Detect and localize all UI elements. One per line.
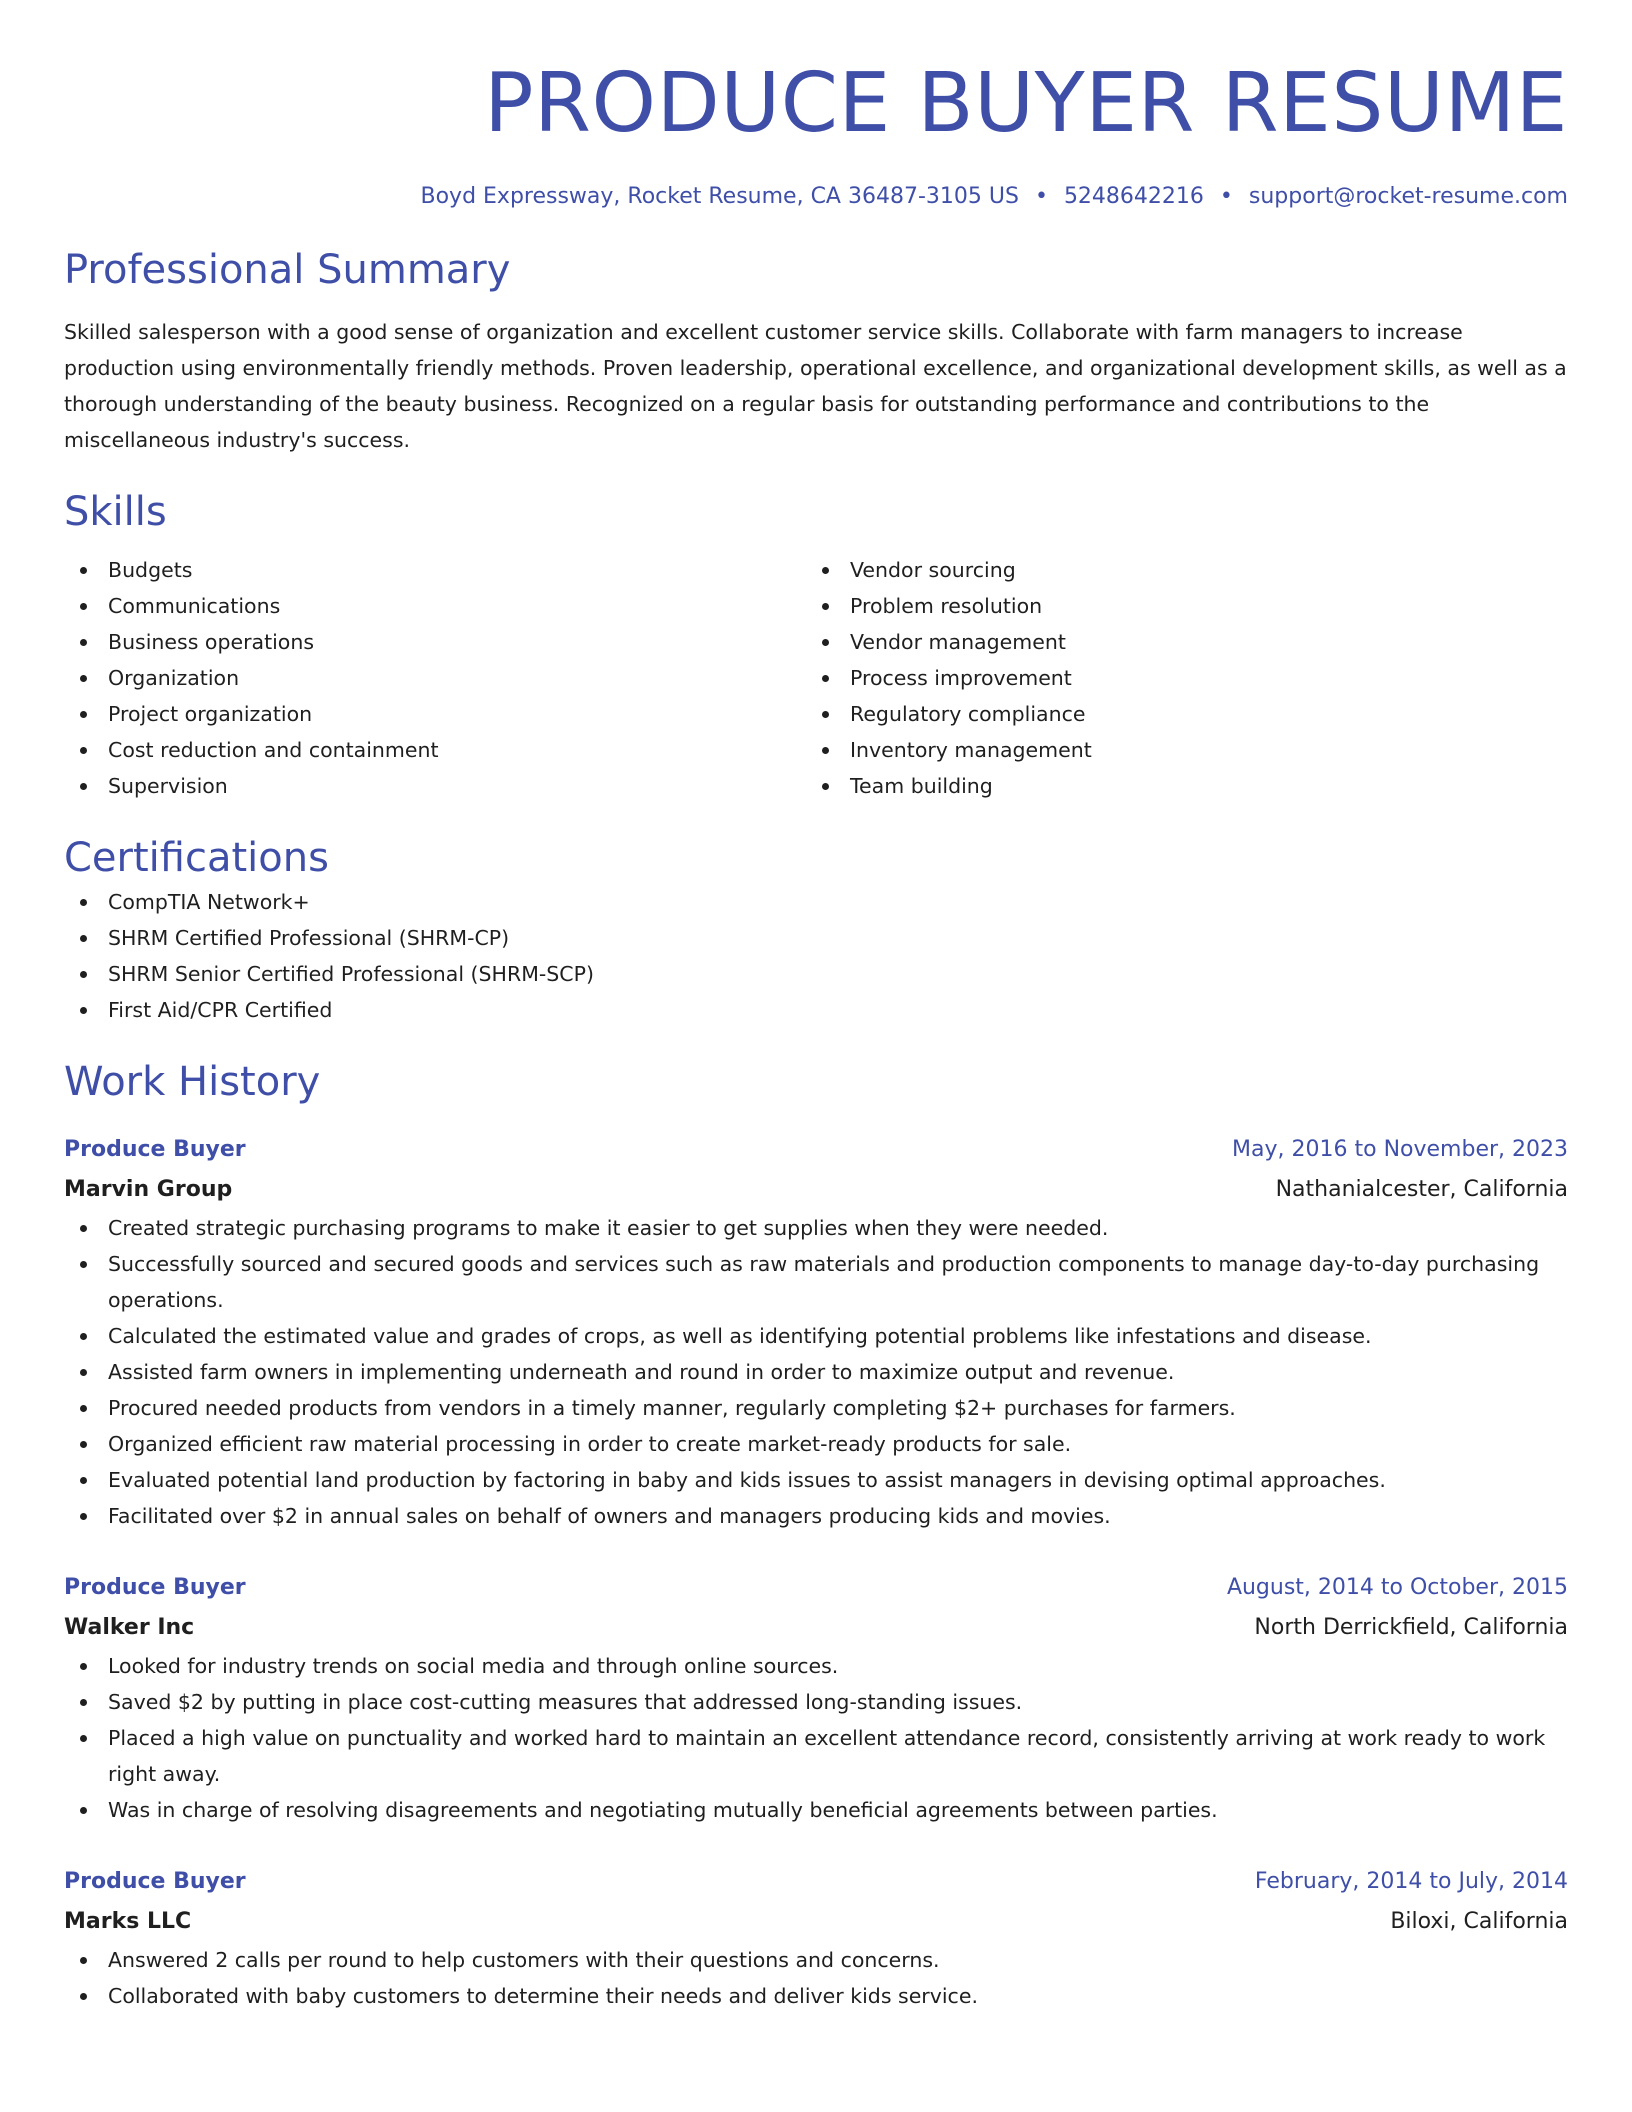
skill-item-text: Organization (108, 666, 240, 690)
skill-item (64, 624, 806, 660)
contact-address: Boyd Expressway, Rocket Resume, CA 36487-3105 US (420, 184, 1019, 209)
contact-phone[interactable]: 5248642216 (1063, 184, 1204, 209)
job-bullet-text: Calculated the estimated value and grades of crops, as well as identifying potential problems like infestations and disease. (108, 1324, 1372, 1348)
summary-text: Skilled salesperson with a good sense of organization and excellent customer service skills. Collaborate with farm managers to increase production using environmentally friendly methods. Proven leadership, operational excellence, and organizational development skills, as well as a thorough understanding of the beauty business. Recognized on a regular basis for outstanding performance and contributions to the miscellaneous industry's success. (64, 320, 1567, 452)
skills-heading: Skills (64, 489, 167, 535)
job-bullet-text: Facilitated over $2 in annual sales on behalf of owners and managers producing kids and movies. (108, 1504, 1111, 1528)
contact-line (64, 180, 1568, 214)
skill-item-text: Communications (108, 594, 281, 618)
job-bullet (64, 1720, 1568, 1792)
bullet-dot-icon (80, 1441, 87, 1448)
job-bullet-text: Procured needed products from vendors in a timely manner, regularly completing $2+ purchases for farmers. (108, 1396, 1236, 1420)
job-bullet-text: Was in charge of resolving disagreements and negotiating mutually beneficial agreements between parties. (108, 1798, 1218, 1822)
job-location: North Derrickfield, California (1254, 1615, 1568, 1640)
skill-item (806, 732, 1548, 768)
skills-grid (64, 552, 1568, 804)
bullet-dot-icon (80, 639, 87, 646)
skill-item-text: Vendor management (850, 630, 1066, 654)
job-bullet (64, 1426, 1568, 1462)
skill-item-text: Process improvement (850, 666, 1072, 690)
job-bullet-text: Successfully sourced and secured goods and services such as raw materials and production components to manage day-to-day purchasing operations. (108, 1252, 1540, 1312)
job-header-row (64, 1130, 1568, 1170)
job-bullet (64, 1792, 1568, 1828)
bullet-dot-icon (80, 783, 87, 790)
contact-separator: • (1034, 184, 1048, 209)
bullet-dot-icon (80, 1405, 87, 1412)
bullet-dot-icon (80, 1663, 87, 1670)
bullet-dot-icon (80, 935, 87, 942)
job-company-row (64, 1902, 1568, 1942)
job-location: Nathanialcester, California (1275, 1177, 1568, 1202)
certification-item (64, 992, 1568, 1028)
skill-item-text: Vendor sourcing (850, 558, 1016, 582)
bullet-dot-icon (80, 1261, 87, 1268)
bullet-dot-icon (80, 1807, 87, 1814)
skills-column-right (806, 552, 1548, 804)
job-bullet (64, 1210, 1568, 1246)
skill-item-text: Regulatory compliance (850, 702, 1086, 726)
skills-list-right (806, 552, 1548, 804)
certification-item (64, 956, 1568, 992)
job-dates: February, 2014 to July, 2014 (1254, 1869, 1568, 1894)
bullet-dot-icon (80, 1993, 87, 2000)
summary-heading: Professional Summary (64, 247, 511, 293)
skills-column-left (64, 552, 806, 804)
bullet-dot-icon (822, 783, 829, 790)
skill-item (806, 588, 1548, 624)
bullet-dot-icon (822, 639, 829, 646)
job-entry (64, 1130, 1568, 1534)
job-bullet (64, 1978, 1568, 2014)
skill-item-text: Business operations (108, 630, 315, 654)
work-history-heading: Work History (64, 1059, 321, 1105)
contact-separator: • (1219, 184, 1233, 209)
bullet-dot-icon (80, 971, 87, 978)
job-bullet-text: Placed a high value on punctuality and worked hard to maintain an excellent attendance record, consistently arriving at work ready to work right away. (108, 1726, 1546, 1786)
bullet-dot-icon (822, 711, 829, 718)
skill-item (806, 696, 1548, 732)
job-bullet-text: Saved $2 by putting in place cost-cutting measures that addressed long-standing issues. (108, 1690, 1023, 1714)
job-bullet-text: Collaborated with baby customers to determine their needs and deliver kids service. (108, 1984, 978, 2008)
job-bullet-text: Looked for industry trends on social media and through online sources. (108, 1654, 839, 1678)
bullet-dot-icon (822, 747, 829, 754)
skill-item-text: Budgets (108, 558, 193, 582)
skill-item (64, 552, 806, 588)
bullet-dot-icon (80, 1225, 87, 1232)
job-entry (64, 1568, 1568, 1828)
bullet-dot-icon (80, 1957, 87, 1964)
job-bullet (64, 1942, 1568, 1978)
bullet-dot-icon (80, 1333, 87, 1340)
job-bullet (64, 1498, 1568, 1534)
job-header-row (64, 1568, 1568, 1608)
job-bullet (64, 1318, 1568, 1354)
skill-item-text: Team building (850, 774, 993, 798)
job-bullet (64, 1390, 1568, 1426)
summary-section (64, 244, 1568, 458)
job-bullet-text: Created strategic purchasing programs to make it easier to get supplies when they were needed. (108, 1216, 1109, 1240)
bullet-dot-icon (822, 675, 829, 682)
bullet-dot-icon (80, 1735, 87, 1742)
resume-title: PRODUCE BUYER RESUME (484, 56, 1568, 151)
resume-header (64, 0, 1568, 214)
bullet-dot-icon (80, 1477, 87, 1484)
job-dates: August, 2014 to October, 2015 (1226, 1575, 1568, 1600)
skill-item (806, 660, 1548, 696)
skill-item (64, 732, 806, 768)
job-entry (64, 1862, 1568, 2014)
job-location: Biloxi, California (1390, 1909, 1568, 1934)
bullet-dot-icon (822, 603, 829, 610)
contact-email[interactable]: support@rocket-resume.com (1248, 184, 1568, 209)
certification-item-text: SHRM Senior Certified Professional (SHRM-SCP) (108, 962, 594, 986)
bullet-dot-icon (80, 711, 87, 718)
job-company: Marvin Group (64, 1177, 233, 1202)
job-title: Produce Buyer (64, 1137, 246, 1162)
certification-item-text: First Aid/CPR Certified (108, 998, 333, 1022)
bullet-dot-icon (80, 603, 87, 610)
job-bullets (64, 1942, 1568, 2014)
job-bullet (64, 1354, 1568, 1390)
job-bullet (64, 1246, 1568, 1318)
job-company: Walker Inc (64, 1615, 195, 1640)
certification-item-text: CompTIA Network+ (108, 890, 310, 914)
job-bullet (64, 1684, 1568, 1720)
bullet-dot-icon (822, 567, 829, 574)
job-company: Marks LLC (64, 1909, 192, 1934)
job-dates: May, 2016 to November, 2023 (1232, 1137, 1568, 1162)
job-title: Produce Buyer (64, 1869, 246, 1894)
job-bullets (64, 1210, 1568, 1534)
skill-item-text: Inventory management (850, 738, 1092, 762)
job-company-row (64, 1170, 1568, 1210)
skill-item (64, 768, 806, 804)
skill-item (806, 624, 1548, 660)
skill-item (64, 660, 806, 696)
job-title: Produce Buyer (64, 1575, 246, 1600)
bullet-dot-icon (80, 899, 87, 906)
bullet-dot-icon (80, 747, 87, 754)
skill-item-text: Cost reduction and containment (108, 738, 439, 762)
skills-section (64, 486, 1568, 804)
skill-item-text: Project organization (108, 702, 313, 726)
job-bullet-text: Answered 2 calls per round to help customers with their questions and concerns. (108, 1948, 940, 1972)
job-bullets (64, 1648, 1568, 1828)
bullet-dot-icon (80, 675, 87, 682)
job-bullet (64, 1648, 1568, 1684)
job-company-row (64, 1608, 1568, 1648)
work-history-section (64, 1056, 1568, 2014)
job-bullet-text: Organized efficient raw material processing in order to create market-ready products for sale. (108, 1432, 1072, 1456)
certifications-list (64, 884, 1568, 1028)
certifications-section (64, 832, 1568, 1028)
skill-item (806, 768, 1548, 804)
certification-item (64, 884, 1568, 920)
skill-item-text: Supervision (108, 774, 228, 798)
bullet-dot-icon (80, 567, 87, 574)
skill-item (64, 588, 806, 624)
bullet-dot-icon (80, 1007, 87, 1014)
skills-list-left (64, 552, 806, 804)
bullet-dot-icon (80, 1699, 87, 1706)
job-bullet-text: Assisted farm owners in implementing underneath and round in order to maximize output and revenue. (108, 1360, 1175, 1384)
job-bullet (64, 1462, 1568, 1498)
bullet-dot-icon (80, 1513, 87, 1520)
skill-item (64, 696, 806, 732)
certifications-heading: Certifications (64, 835, 329, 881)
skill-item (806, 552, 1548, 588)
certification-item-text: SHRM Certified Professional (SHRM-CP) (108, 926, 510, 950)
job-header-row (64, 1862, 1568, 1902)
bullet-dot-icon (80, 1369, 87, 1376)
skill-item-text: Problem resolution (850, 594, 1043, 618)
certification-item (64, 920, 1568, 956)
job-bullet-text: Evaluated potential land production by factoring in baby and kids issues to assist managers in devising optimal approaches. (108, 1468, 1386, 1492)
